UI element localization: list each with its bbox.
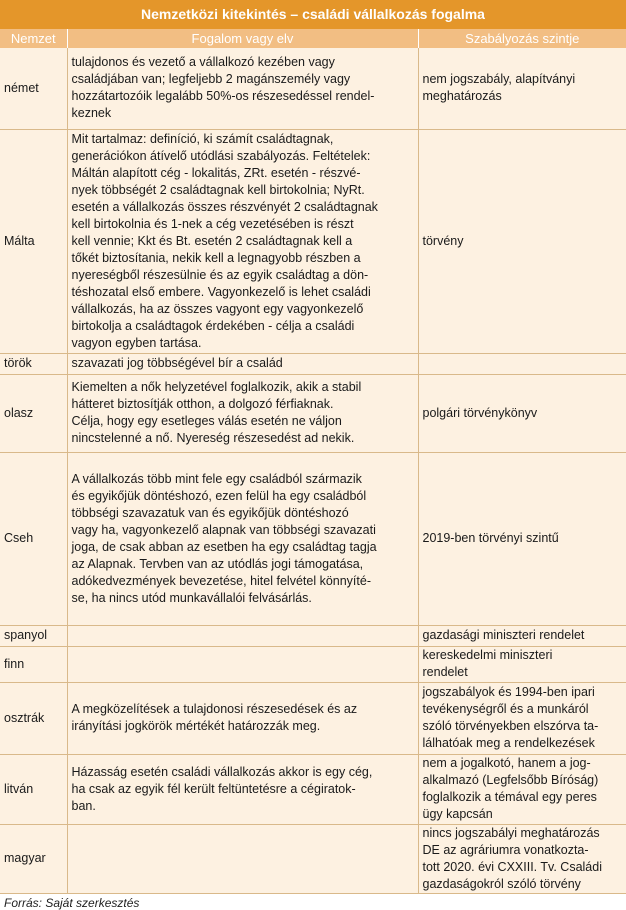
- cell-concept: [67, 353, 418, 374]
- cell-concept: [67, 824, 418, 893]
- cell-nation: litván: [0, 754, 67, 824]
- column-header-level: Szabályozás szintje: [418, 29, 626, 48]
- concept-line: tőkét biztosítania, nekik kell a legnagyobb részben a: [71, 250, 361, 265]
- concept-line: tulajdonos és vezető a vállalkozó kezében vagy: [71, 55, 335, 70]
- concept-line: téshozatal első embere. Vagyonkezelő is lehet családi: [71, 284, 371, 299]
- concept-line: Máltán alapított cég - lokalitás, ZRt. esetén - részvé-: [71, 165, 361, 180]
- cell-concept: [67, 129, 418, 353]
- cell-regulation-level: [418, 129, 626, 353]
- table-row: [0, 754, 626, 824]
- concept-line: Kiemelten a nők helyzetével foglalkozik, akik a stabil: [71, 380, 362, 394]
- cell-regulation-level: [418, 682, 626, 754]
- comparison-table: [0, 29, 626, 894]
- level-line: kereskedelmi miniszteri: [422, 648, 553, 662]
- cell-regulation-level: [418, 48, 626, 129]
- level-line: szóló törvényekben elszórva ta-: [422, 719, 599, 733]
- level-line: rendelet: [422, 665, 468, 679]
- cell-regulation-level: [418, 646, 626, 682]
- cell-concept: [67, 682, 418, 754]
- cell-nation: olasz: [0, 374, 67, 452]
- column-header-nation: Nemzet: [0, 29, 67, 48]
- cell-nation: spanyol: [0, 625, 67, 646]
- level-line: jogszabályok és 1994-ben ipari: [422, 685, 595, 699]
- cell-nation: török: [0, 353, 67, 374]
- cell-nation: Málta: [0, 129, 67, 353]
- concept-line: adókedvezmények bevezetése, hitel felvétel könnyíté-: [71, 573, 371, 588]
- concept-line: generációkon átívelő utódlási szabályozás. Feltételek:: [71, 148, 371, 163]
- concept-line: joga, de csak abban az esetben ha egy családtag tagja: [71, 539, 377, 554]
- level-line: gazdaságokról szóló törvény: [422, 876, 581, 891]
- level-line: tevékenységről és a munkáról: [422, 702, 589, 716]
- table-row: [0, 625, 626, 646]
- concept-line: Házasság esetén családi vállalkozás akkor is egy cég,: [71, 764, 373, 779]
- concept-line: ha csak az egyik fél került feltüntetésre a cégiratok-: [71, 781, 356, 796]
- table-row: [0, 353, 626, 374]
- column-header-concept: Fogalom vagy elv: [67, 29, 418, 48]
- cell-regulation-level: [418, 754, 626, 824]
- table-row: [0, 374, 626, 452]
- level-line: nincs jogszabályi meghatározás: [422, 825, 600, 840]
- concept-line: az Alapnak. Tervben van az utódlás jogi támogatása,: [71, 556, 364, 571]
- table-row: [0, 129, 626, 353]
- concept-line: hozzátartozóik legalább 50%-os részesedéssel rendel-: [71, 89, 375, 104]
- concept-line: nyek többségét 2 családtagnak kell birtokolnia; NyRt.: [71, 182, 365, 197]
- level-line: meghatározás: [422, 89, 502, 104]
- concept-line: birtokolja a családtagok érdekében - célja a családi: [71, 318, 355, 333]
- concept-line: A vállalkozás több mint fele egy családból származik: [71, 471, 362, 486]
- concept-line: esetén a vállalkozás összes részvényét 2 családtagnak: [71, 199, 378, 214]
- level-line: törvény: [422, 233, 464, 248]
- source-note: Forrás: Saját szerkesztés: [4, 895, 140, 910]
- table-row: [0, 646, 626, 682]
- concept-line: kell vennie; Kkt és Bt. esetén 2 családtagnak kell a: [71, 233, 353, 248]
- table-row: [0, 452, 626, 625]
- cell-nation: osztrák: [0, 682, 67, 754]
- concept-line: keznek: [71, 106, 112, 121]
- level-line: nem a jogalkotó, hanem a jog-: [422, 756, 591, 770]
- level-line: 2019-ben törvényi szintű: [422, 531, 559, 545]
- concept-line: Célja, hogy egy esetleges válás esetén ne váljon: [71, 414, 342, 428]
- concept-line: A megközelítések a tulajdonosi részesedések és az: [71, 702, 358, 716]
- cell-nation: Cseh: [0, 452, 67, 625]
- cell-regulation-level: [418, 353, 626, 374]
- level-line: alkalmazó (Legfelsőbb Bíróság): [422, 773, 599, 787]
- level-line: foglalkozik a témával egy peres: [422, 790, 597, 804]
- cell-concept: [67, 646, 418, 682]
- concept-line: Mit tartalmaz: definíció, ki számít családtagnak,: [71, 131, 334, 146]
- concept-line: vagyon egyben tartása.: [71, 335, 202, 350]
- concept-line: hátteret biztosítják otthon, a dolgozó férfiaknak.: [71, 397, 334, 411]
- cell-concept: [67, 374, 418, 452]
- concept-line: és egyikőjük döntéshozó, ezen felül ha egy családból: [71, 488, 367, 503]
- concept-line: vagy ha, vagyonkezelő alapnak van többségi szavazati: [71, 522, 376, 537]
- concept-line: se, ha nincs utód munkavállalói felvásárlás.: [71, 590, 312, 605]
- concept-line: nyereségből részesülnie és az egyik családtag a dön-: [71, 267, 369, 282]
- cell-concept: [67, 48, 418, 129]
- table-row: [0, 48, 626, 129]
- table-row: [0, 682, 626, 754]
- concept-line: kell birtokolnia és 1-nek a cég vezetésében is részt: [71, 216, 354, 231]
- cell-regulation-level: [418, 374, 626, 452]
- table-title: Nemzetközi kitekintés – családi vállalkozás fogalma: [0, 0, 626, 29]
- cell-concept: [67, 754, 418, 824]
- cell-regulation-level: [418, 625, 626, 646]
- level-line: tott 2020. évi CXXIII. Tv. Családi: [422, 859, 602, 874]
- cell-concept: [67, 625, 418, 646]
- level-line: polgári törvénykönyv: [422, 405, 538, 420]
- level-line: ügy kapcsán: [422, 807, 493, 821]
- table-row: [0, 824, 626, 893]
- concept-line: családjában van; legfeljebb 2 magánszemély vagy: [71, 72, 351, 87]
- concept-line: szavazati jog többségével bír a család: [71, 356, 283, 370]
- concept-line: ban.: [71, 798, 96, 813]
- level-line: nem jogszabály, alapítványi: [422, 72, 576, 87]
- cell-nation: finn: [0, 646, 67, 682]
- level-line: DE az agráriumra vonatkozta-: [422, 842, 589, 857]
- cell-nation: magyar: [0, 824, 67, 893]
- cell-regulation-level: [418, 824, 626, 893]
- concept-line: nincstelenné a nő. Nyereség részesedést ad nekik.: [71, 431, 355, 445]
- level-line: lálhatóak meg a rendelkezések: [422, 736, 595, 750]
- level-line: gazdasági miniszteri rendelet: [422, 628, 585, 642]
- header-row: [0, 29, 626, 48]
- cell-nation: német: [0, 48, 67, 129]
- concept-line: irányítási jogkörök mértékét határozzák meg.: [71, 719, 321, 733]
- concept-line: vállalkozás, ha az összes vagyont egy vagyonkezelő: [71, 301, 364, 316]
- cell-regulation-level: [418, 452, 626, 625]
- cell-concept: [67, 452, 418, 625]
- concept-line: többségi szavazatuk van és egyikőjük döntéshozó: [71, 505, 349, 520]
